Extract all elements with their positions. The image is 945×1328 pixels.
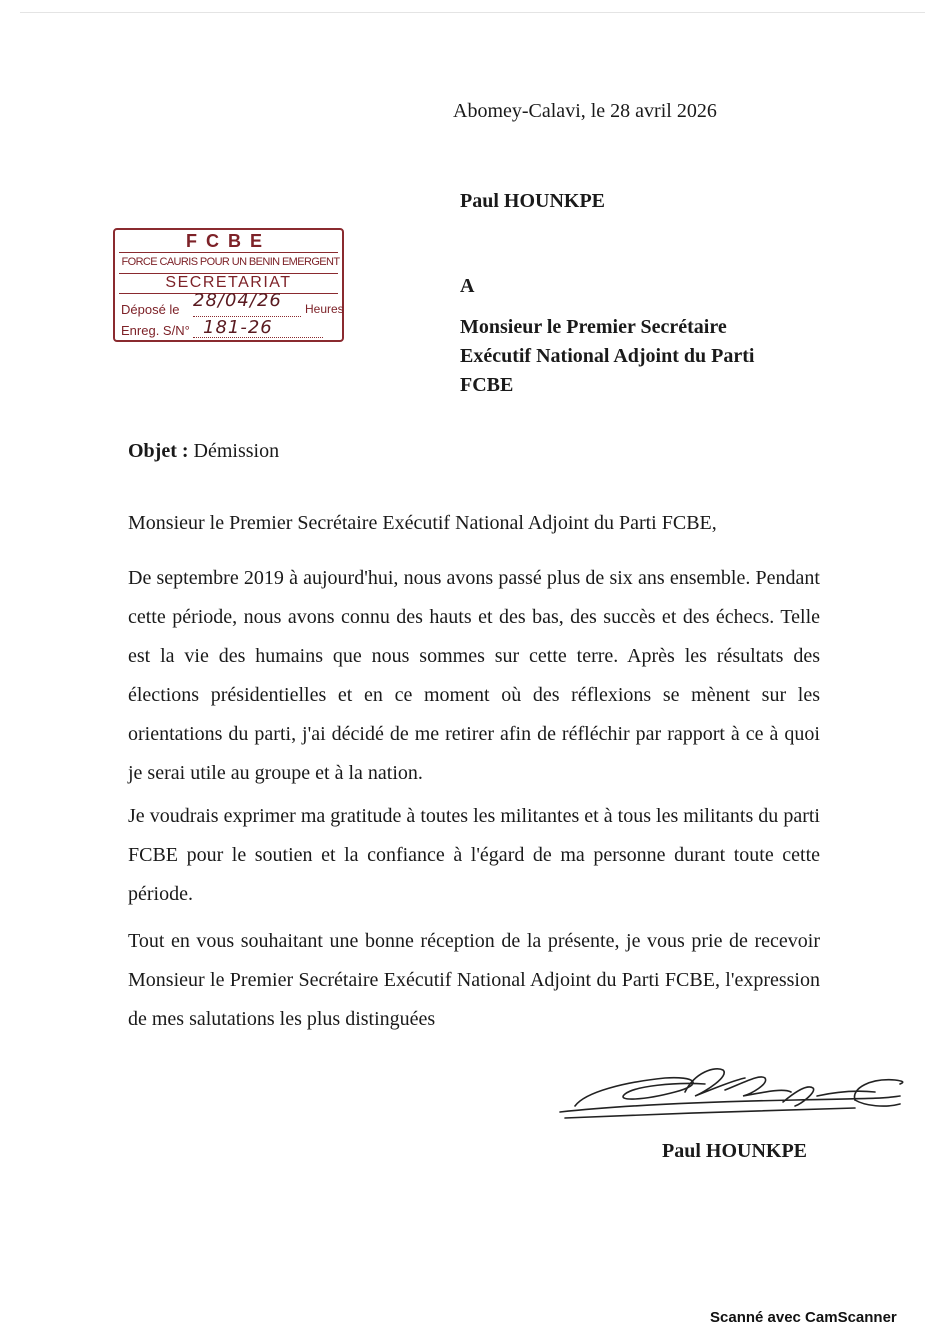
subject-line — [128, 440, 279, 463]
recipient-line: FCBE — [460, 374, 514, 396]
body-paragraph: De septembre 2019 à aujourd'hui, nous avons passé plus de six ans ensemble. Pendant cette période, nous avons connu des hauts et des bas, des succès et des échecs. Telle est la vie des humains que nous sommes sur cette terre. Après les résultats des élections présidentielles et en ce moment où des réflexions se mènent sur les orientations du parti, j'ai décidé de me retirer afin de réfléchir par rapport à ce à quoi je serai utile au groupe et à la nation. — [128, 567, 820, 784]
stamp-divider — [119, 252, 338, 253]
stamp-hours-label: Heures — [305, 302, 344, 316]
stamp-register-label: Enreg. S/N° — [121, 323, 190, 338]
sender-name: Paul HOUNKPE — [460, 190, 606, 212]
body-paragraph: Tout en vous souhaitant une bonne réception de la présente, je vous prie de recevoir Monsieur le Premier Secrétaire Exécutif National Adjoint du Parti FCBE, l'expression de mes salutations les plus distinguées — [128, 930, 820, 1030]
scan-edge — [20, 12, 925, 13]
date-line: Abomey-Calavi, le 28 avril 2026 — [453, 100, 717, 122]
subject-label: Objet : — [128, 440, 189, 462]
recipient-block — [460, 313, 820, 400]
stamp-register-value: 181-26 — [203, 317, 273, 338]
stamp-deposit-value: 28/04/26 — [193, 290, 282, 311]
fcbe-secretariat-stamp — [113, 228, 344, 342]
stamp-subtitle: FORCE CAURIS POUR UN BENIN EMERGENT — [121, 256, 340, 268]
stamp-deposit-label: Déposé le — [121, 302, 180, 317]
recipient-line: Exécutif National Adjoint du Parti — [460, 345, 755, 367]
recipient-prefix: A — [460, 275, 475, 297]
camscanner-watermark: Scanné avec CamScanner — [710, 1309, 897, 1326]
signer-name: Paul HOUNKPE — [662, 1140, 808, 1162]
handwritten-signature — [555, 1062, 910, 1124]
stamp-section: SECRETARIAT — [165, 274, 292, 291]
recipient-line: Monsieur le Premier Secrétaire — [460, 316, 727, 338]
body-paragraph: Je voudrais exprimer ma gratitude à toutes les militantes et à tous les militants du parti FCBE pour le soutien et la confiance à l'égard de ma personne durant toute cette période. — [128, 805, 820, 905]
subject-value: Démission — [193, 440, 280, 462]
stamp-title: FCBE — [186, 231, 271, 251]
salutation: Monsieur le Premier Secrétaire Exécutif National Adjoint du Parti FCBE, — [128, 512, 717, 534]
